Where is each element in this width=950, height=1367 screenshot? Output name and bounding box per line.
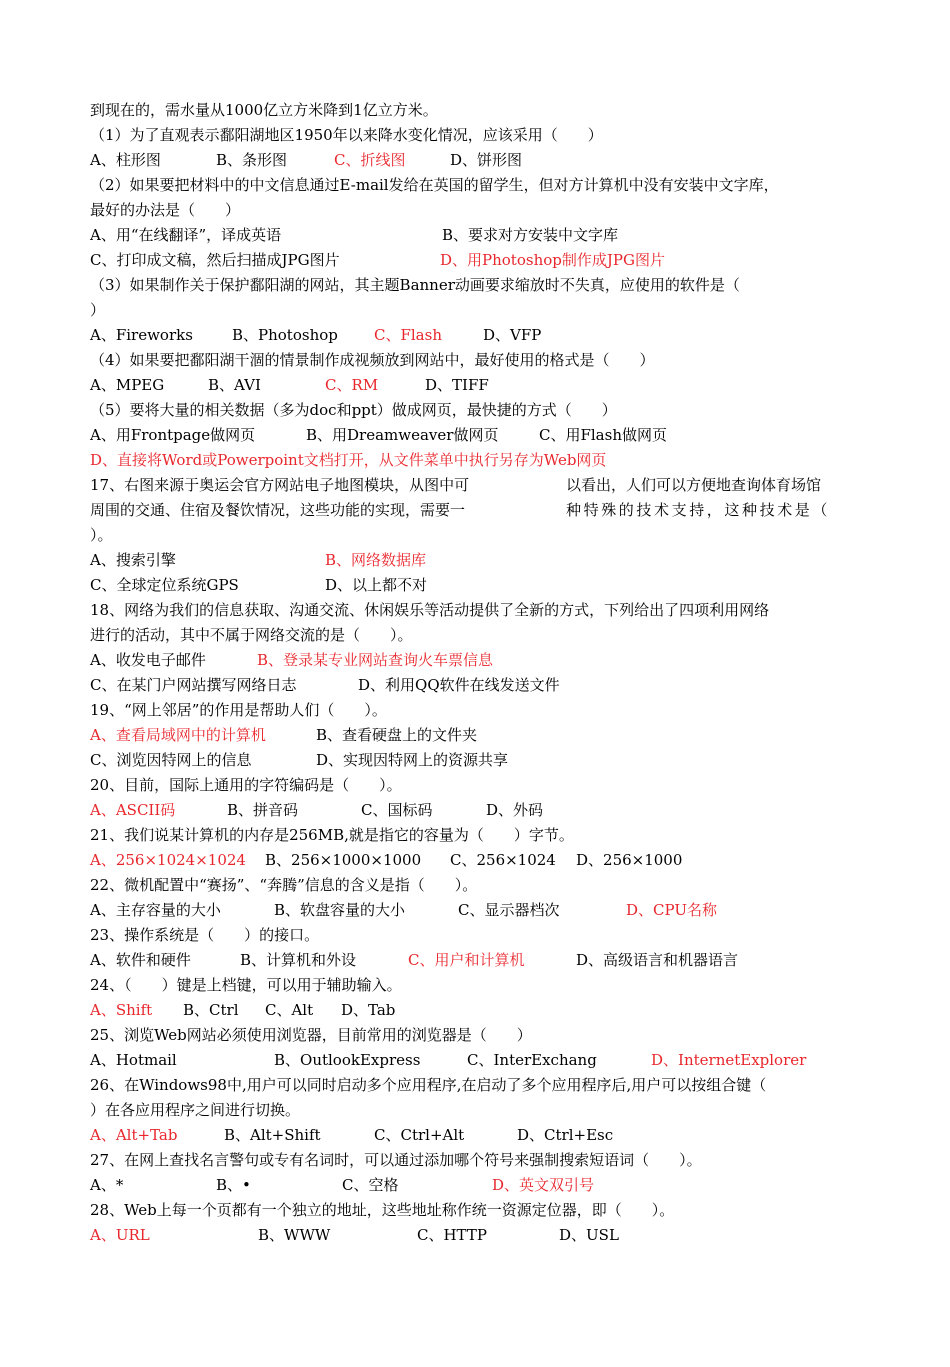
answer-option-d: D、InternetExplorer	[651, 1051, 807, 1069]
answer-option-a: A、256×1024×1024	[90, 851, 246, 869]
options-q1	[90, 148, 523, 172]
option-d: D、TIFF	[425, 376, 489, 394]
option-d: D、Ctrl+Esc	[517, 1126, 614, 1144]
text-fragment: 种特殊的技术支持，这种技术是（	[566, 501, 831, 519]
option-d: D、256×1000	[576, 851, 683, 869]
option-a: A、用“在线翻译”，译成英语	[90, 226, 282, 244]
question-5: （5）要将大量的相关数据（多为doc和ppt）做成网页，最快捷的方式（ ）	[90, 401, 617, 419]
question-25: 25、浏览Web网站必须使用浏览器，目前常用的浏览器是（ ）	[90, 1026, 532, 1044]
text-fragment: 周围的交通、住宿及餐饮情况，这些功能的实现，需要一	[90, 501, 466, 519]
options-q3	[90, 323, 542, 347]
question-27: 27、在网上查找名言警句或专有名词时，可以通过添加哪个符号来强制搜索短语词（ ）。	[90, 1151, 702, 1169]
answer-option-d: D、直接将Word或Powerpoint文档打开，从文件菜单中执行另存为Web网页	[90, 451, 607, 469]
question-26: 26、在Windows98中,用户可以同时启动多个应用程序,在启动了多个应用程序后,用户可以按组合键（	[90, 1076, 767, 1094]
option-b: B、Photoshop	[232, 326, 338, 344]
options-q4	[90, 373, 489, 397]
option-b: B、拼音码	[227, 801, 299, 819]
options-q23	[90, 948, 739, 972]
option-d: D、利用QQ软件在线发送文件	[358, 676, 560, 694]
answer-option-c: C、折线图	[334, 151, 406, 169]
answer-option-a: A、Alt+Tab	[90, 1126, 178, 1144]
option-b: B、Ctrl	[183, 1001, 239, 1019]
option-c: C、全球定位系统GPS	[90, 576, 239, 594]
option-c: C、Alt	[265, 1001, 314, 1019]
option-c: C、HTTP	[417, 1226, 487, 1244]
question-28: 28、Web上每一个页都有一个独立的地址，这些地址称作统一资源定位器，即（ ）。	[90, 1201, 675, 1219]
option-b: B、条形图	[216, 151, 288, 169]
options-q19-row1	[90, 723, 478, 747]
options-q18-row2	[90, 673, 560, 697]
answer-option-b: B、网络数据库	[325, 551, 427, 569]
question-24: 24、（ ）键是上档键，可以用于辅助输入。	[90, 976, 402, 994]
options-q20	[90, 798, 544, 822]
question-1: （1）为了直观表示鄱阳湖地区1950年以来降水变化情况，应该采用（ ）	[90, 126, 603, 144]
answer-option-b: B、登录某专业网站查询火车票信息	[257, 651, 494, 669]
answer-option-d: D、英文双引号	[492, 1176, 595, 1194]
text-fragment: 17、右图来源于奥运会官方网站电子地图模块，从图中可	[90, 476, 470, 494]
option-a: A、MPEG	[90, 376, 165, 394]
options-q2-row2	[90, 248, 665, 272]
option-d: D、USL	[559, 1226, 619, 1244]
option-c: C、InterExchang	[467, 1051, 597, 1069]
options-q24	[90, 998, 396, 1022]
answer-option-d: D、用Photoshop制作成JPG图片	[440, 251, 665, 269]
option-d: D、实现因特网上的资源共享	[316, 751, 509, 769]
option-b: B、AVI	[208, 376, 261, 394]
option-d: D、Tab	[341, 1001, 396, 1019]
option-b: B、•	[216, 1176, 251, 1194]
option-a: A、用Frontpage做网页	[90, 426, 256, 444]
text-line: ）	[90, 301, 106, 319]
option-c: C、国标码	[361, 801, 433, 819]
answer-option-a: A、查看局域网中的计算机	[90, 726, 266, 744]
question-22: 22、微机配置中“赛扬”、“奔腾”信息的含义是指（ ）。	[90, 876, 478, 894]
text-line: ）。	[90, 526, 113, 544]
option-b: B、查看硬盘上的文件夹	[316, 726, 478, 744]
option-d: D、外码	[486, 801, 544, 819]
question-17-cont	[90, 498, 831, 522]
options-q17-row2	[90, 573, 428, 597]
option-b: B、OutlookExpress	[274, 1051, 421, 1069]
answer-option-a: A、Shift	[90, 1001, 153, 1019]
option-b: B、256×1000×1000	[265, 851, 422, 869]
option-d: D、VFP	[483, 326, 542, 344]
option-b: B、用Dreamweaver做网页	[306, 426, 499, 444]
option-d: D、高级语言和机器语言	[576, 951, 739, 969]
option-c: C、浏览因特网上的信息	[90, 751, 252, 769]
text-line: 到现在的，需水量从1000亿立方米降到1亿立方米。	[90, 101, 438, 119]
option-a: A、柱形图	[90, 151, 161, 169]
options-q27	[90, 1173, 595, 1197]
question-2: （2）如果要把材料中的中文信息通过E-mail发给在英国的留学生，但对方计算机中没有安装中文字库，	[90, 176, 779, 194]
option-a: A、Fireworks	[90, 326, 193, 344]
question-20: 20、目前，国际上通用的字符编码是（ ）。	[90, 776, 402, 794]
option-a: A、主存容量的大小	[90, 901, 221, 919]
option-c: C、Ctrl+Alt	[374, 1126, 465, 1144]
option-c: C、在某门户网站撰写网络日志	[90, 676, 297, 694]
option-a: A、Hotmail	[90, 1051, 177, 1069]
text-line: 进行的活动，其中不属于网络交流的是（ ）。	[90, 626, 413, 644]
option-d: D、饼形图	[450, 151, 523, 169]
options-q26	[90, 1123, 614, 1147]
text-line: 最好的办法是（ ）	[90, 201, 241, 219]
option-b: B、软盘容量的大小	[274, 901, 406, 919]
answer-option-d: D、CPU名称	[626, 901, 717, 919]
options-q2-row1	[90, 223, 619, 247]
option-c: C、显示器档次	[458, 901, 560, 919]
options-q17-row1	[90, 548, 427, 572]
question-4: （4）如果要把鄱阳湖干涸的情景制作成视频放到网站中，最好使用的格式是（ ）	[90, 351, 655, 369]
question-17	[90, 473, 822, 497]
options-q5	[90, 423, 667, 447]
question-23: 23、操作系统是（ ）的接口。	[90, 926, 320, 944]
option-a: A、*	[90, 1176, 124, 1194]
option-b: B、要求对方安装中文字库	[442, 226, 619, 244]
option-b: B、WWW	[258, 1226, 331, 1244]
answer-option-c: C、Flash	[374, 326, 442, 344]
answer-option-a: A、ASCII码	[90, 801, 176, 819]
option-c: C、空格	[342, 1176, 399, 1194]
options-q19-row2	[90, 748, 509, 772]
option-d: D、以上都不对	[325, 576, 428, 594]
text-line: ）在各应用程序之间进行切换。	[90, 1101, 301, 1119]
option-c: C、用Flash做网页	[539, 426, 667, 444]
options-q21	[90, 848, 683, 872]
question-21: 21、我们说某计算机的内存是256MB,就是指它的容量为（ ）字节。	[90, 826, 574, 844]
option-c: C、打印成文稿，然后扫描成JPG图片	[90, 251, 340, 269]
answer-option-a: A、URL	[90, 1226, 150, 1244]
options-q28	[90, 1223, 619, 1247]
option-a: A、搜索引擎	[90, 551, 176, 569]
options-q22	[90, 898, 717, 922]
text-fragment: 以看出，人们可以方便地查询体育场馆	[566, 476, 822, 494]
answer-option-c: C、用户和计算机	[408, 951, 525, 969]
answer-option-c: C、RM	[325, 376, 379, 394]
question-19: 19、“网上邻居”的作用是帮助人们（ ）。	[90, 701, 387, 719]
option-c: C、256×1024	[450, 851, 556, 869]
option-b: B、计算机和外设	[240, 951, 357, 969]
question-18: 18、网络为我们的信息获取、沟通交流、休闲娱乐等活动提供了全新的方式，下列给出了四项利用网络	[90, 601, 770, 619]
option-b: B、Alt+Shift	[224, 1126, 321, 1144]
options-q25	[90, 1048, 807, 1072]
question-3: （3）如果制作关于保护鄱阳湖的网站，其主题Banner动画要求缩放时不失真，应使用的软件是（	[90, 276, 740, 294]
option-a: A、收发电子邮件	[90, 651, 206, 669]
option-a: A、软件和硬件	[90, 951, 191, 969]
options-q18-row1	[90, 648, 494, 672]
